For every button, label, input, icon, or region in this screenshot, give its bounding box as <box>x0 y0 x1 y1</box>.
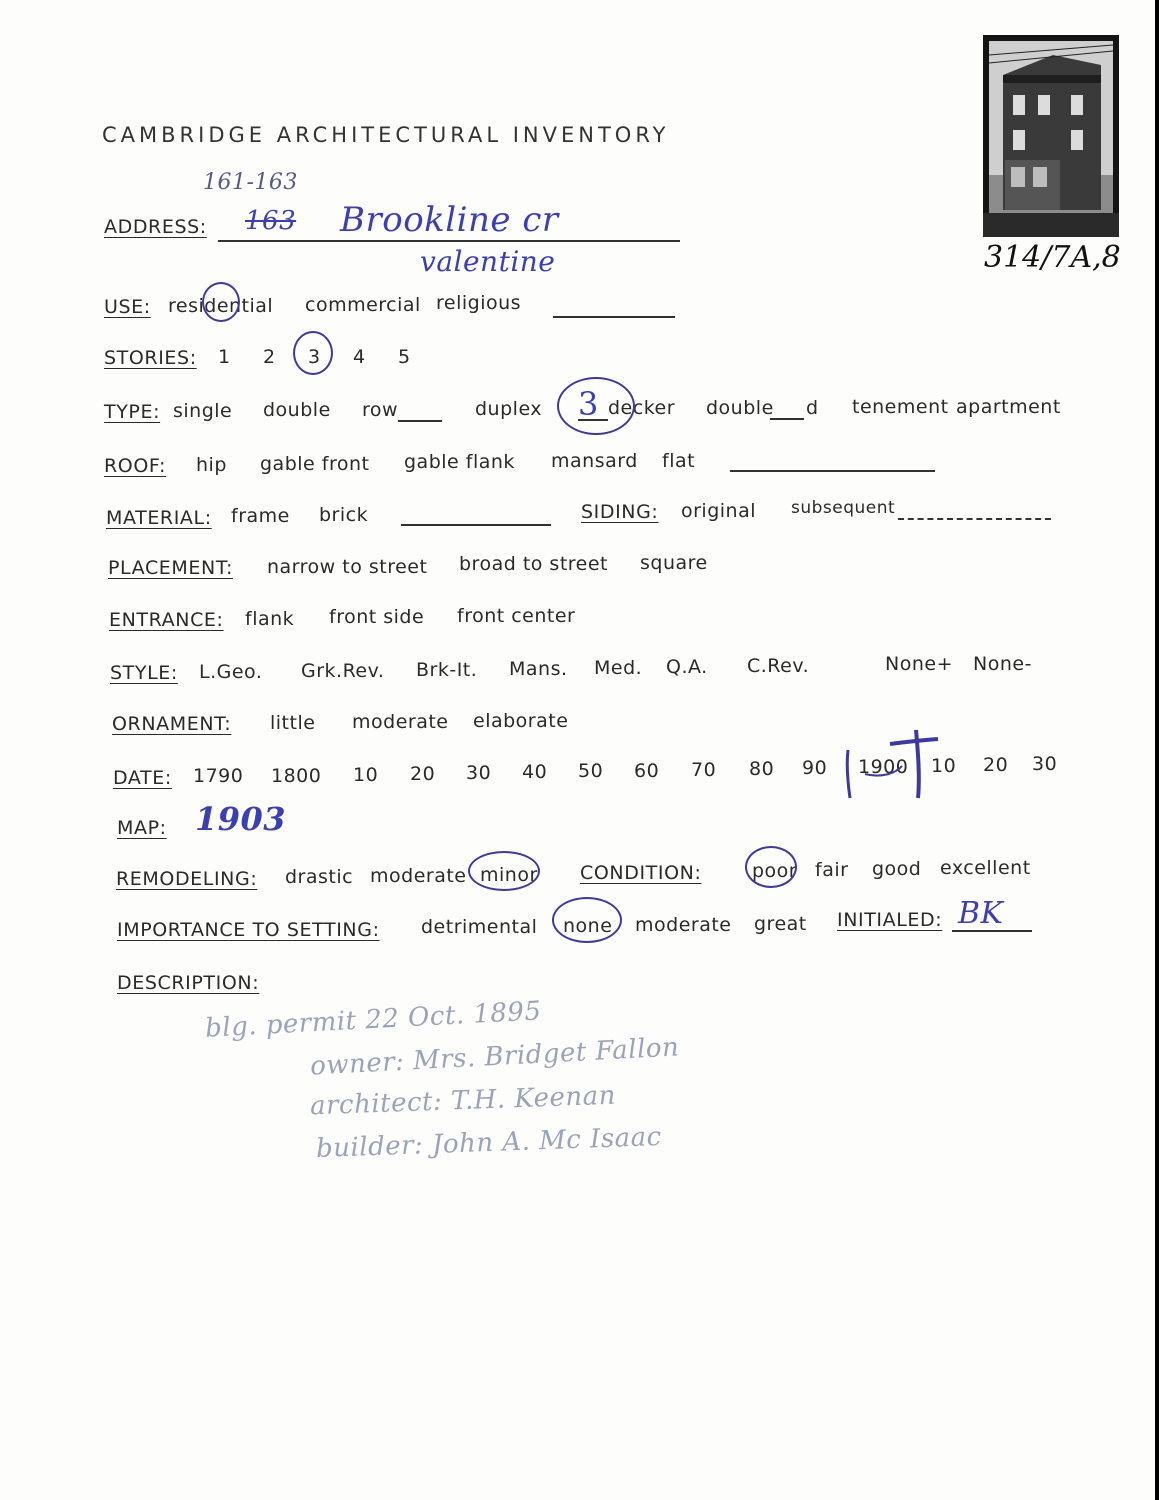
type-row: row <box>362 399 399 421</box>
ornament-label: ORNAMENT: <box>112 713 232 735</box>
type-double: double <box>263 399 331 421</box>
roof-hip: hip <box>196 454 227 476</box>
date-1900: 1900 <box>858 756 909 778</box>
use-blank <box>553 316 675 318</box>
roof-gable-front: gable front <box>260 453 370 475</box>
type-duplex: duplex <box>475 398 543 420</box>
roof-flat: flat <box>662 450 696 472</box>
style-lgeo: L.Geo. <box>199 661 263 683</box>
date-40: 40 <box>522 761 548 783</box>
description-label: DESCRIPTION: <box>117 972 260 994</box>
address-label: ADDRESS: <box>104 216 207 238</box>
material-label: MATERIAL: <box>106 507 212 529</box>
entrance-front-center: front center <box>457 605 576 627</box>
roof-mansard: mansard <box>551 450 638 472</box>
style-mans: Mans. <box>509 658 568 680</box>
siding-subsequent: subsequent <box>791 498 896 518</box>
building-photo <box>983 35 1119 237</box>
remodeling-minor: minor <box>480 864 538 886</box>
roof-label: ROOF: <box>104 455 166 477</box>
ornament-little: little <box>270 712 316 734</box>
style-none-minus: None- <box>973 653 1032 675</box>
date-label: DATE: <box>113 767 172 789</box>
condition-label: CONDITION: <box>580 862 702 884</box>
entrance-flank: flank <box>245 608 295 630</box>
importance-moderate: moderate <box>635 914 732 936</box>
style-crev: C.Rev. <box>747 655 810 677</box>
date-range-mark <box>840 722 940 802</box>
use-label: USE: <box>104 296 151 318</box>
date-60: 60 <box>634 760 660 782</box>
ornament-moderate: moderate <box>352 711 449 733</box>
type-row-blank <box>398 420 442 422</box>
condition-poor: poor <box>752 860 798 882</box>
date-30: 30 <box>466 762 492 784</box>
remodeling-label: REMODELING: <box>116 868 258 890</box>
map-label: MAP: <box>117 817 167 839</box>
type-apartment: apartment <box>956 396 1061 418</box>
date-1800: 1800 <box>271 765 322 787</box>
remodeling-moderate: moderate <box>370 865 467 887</box>
type-d: d <box>806 397 819 419</box>
address-street-2: valentine <box>420 245 556 278</box>
siding-blank <box>898 518 1051 520</box>
form-title: CAMBRIDGE ARCHITECTURAL INVENTORY <box>102 123 670 147</box>
description-line-4: builder: John A. Mc Isaac <box>315 1121 663 1165</box>
use-religious: religious <box>436 292 522 314</box>
style-grkrev: Grk.Rev. <box>301 660 385 682</box>
remodeling-drastic: drastic <box>285 866 354 888</box>
placement-narrow: narrow to street <box>267 556 428 578</box>
stories-label: STORIES: <box>104 347 197 369</box>
description-line-2: owner: Mrs. Bridget Fallon <box>309 1032 681 1082</box>
importance-none: none <box>563 915 613 937</box>
use-commercial: commercial <box>305 294 421 316</box>
address-line <box>218 240 680 242</box>
date-50: 50 <box>578 760 604 782</box>
initialed-blank <box>952 930 1032 932</box>
use-residential: residential <box>168 295 274 317</box>
condition-selection-circle <box>745 846 797 888</box>
importance-great: great <box>754 913 807 935</box>
siding-original: original <box>681 500 757 522</box>
condition-good: good <box>872 858 922 880</box>
ornament-elaborate: elaborate <box>473 710 569 732</box>
date-10: 10 <box>353 764 379 786</box>
description-line-3: architect: T.H. Keenan <box>309 1080 617 1122</box>
map-value: 1903 <box>195 800 287 838</box>
date-1790: 1790 <box>193 765 244 787</box>
style-med: Med. <box>594 657 643 679</box>
importance-detrimental: detrimental <box>421 916 538 938</box>
initialed-label: INITIALED: <box>837 909 943 931</box>
style-label: STYLE: <box>110 662 178 684</box>
date-80: 80 <box>749 758 775 780</box>
style-none-plus: None+ <box>885 653 953 675</box>
importance-selection-circle <box>552 897 622 943</box>
date-70: 70 <box>691 759 717 781</box>
type-selection-circle <box>557 377 635 435</box>
date-1910: 10 <box>931 755 957 777</box>
type-double-blank <box>770 418 804 420</box>
date-1930: 30 <box>1032 753 1058 775</box>
address-crossed-number: 163 <box>245 206 297 236</box>
type-label: TYPE: <box>104 401 161 423</box>
stories-4: 4 <box>353 346 366 368</box>
photo-reference-number: 314/7A,8 <box>984 240 1121 275</box>
house-image <box>983 35 1119 237</box>
siding-label: SIDING: <box>581 501 659 523</box>
material-frame: frame <box>231 505 290 527</box>
roof-blank <box>730 470 935 472</box>
placement-broad: broad to street <box>459 553 609 575</box>
material-brick: brick <box>319 504 369 526</box>
entrance-front-side: front side <box>329 606 425 628</box>
address-number: 161-163 <box>203 170 298 195</box>
initialed-value: BK <box>958 896 1004 931</box>
importance-label: IMPORTANCE TO SETTING: <box>117 919 380 941</box>
stories-selection-circle <box>293 331 333 375</box>
condition-excellent: excellent <box>940 857 1031 879</box>
material-blank <box>401 524 551 526</box>
stories-5: 5 <box>398 346 411 368</box>
condition-fair: fair <box>815 859 849 881</box>
remodeling-selection-circle <box>468 851 540 891</box>
stories-2: 2 <box>263 346 276 368</box>
style-qa: Q.A. <box>666 656 708 678</box>
date-1920: 20 <box>983 754 1009 776</box>
stories-1: 1 <box>218 346 231 368</box>
use-selection-circle <box>202 282 240 322</box>
type-tenement: tenement <box>852 396 949 418</box>
address-street: Brookline cr <box>340 200 559 240</box>
stories-3: 3 <box>308 346 321 368</box>
type-single: single <box>173 400 233 422</box>
entrance-label: ENTRANCE: <box>109 609 224 631</box>
type-decker: decker <box>608 397 676 419</box>
date-20: 20 <box>410 763 436 785</box>
placement-label: PLACEMENT: <box>108 557 233 579</box>
type-double-decker: double <box>706 397 774 419</box>
type-decker-value: 3 <box>578 385 599 423</box>
date-90: 90 <box>802 757 828 779</box>
roof-gable-flank: gable flank <box>404 451 515 473</box>
description-line-1: blg. permit 22 Oct. 1895 <box>204 996 543 1044</box>
style-brkit: Brk-It. <box>416 659 478 681</box>
placement-square: square <box>640 552 708 574</box>
